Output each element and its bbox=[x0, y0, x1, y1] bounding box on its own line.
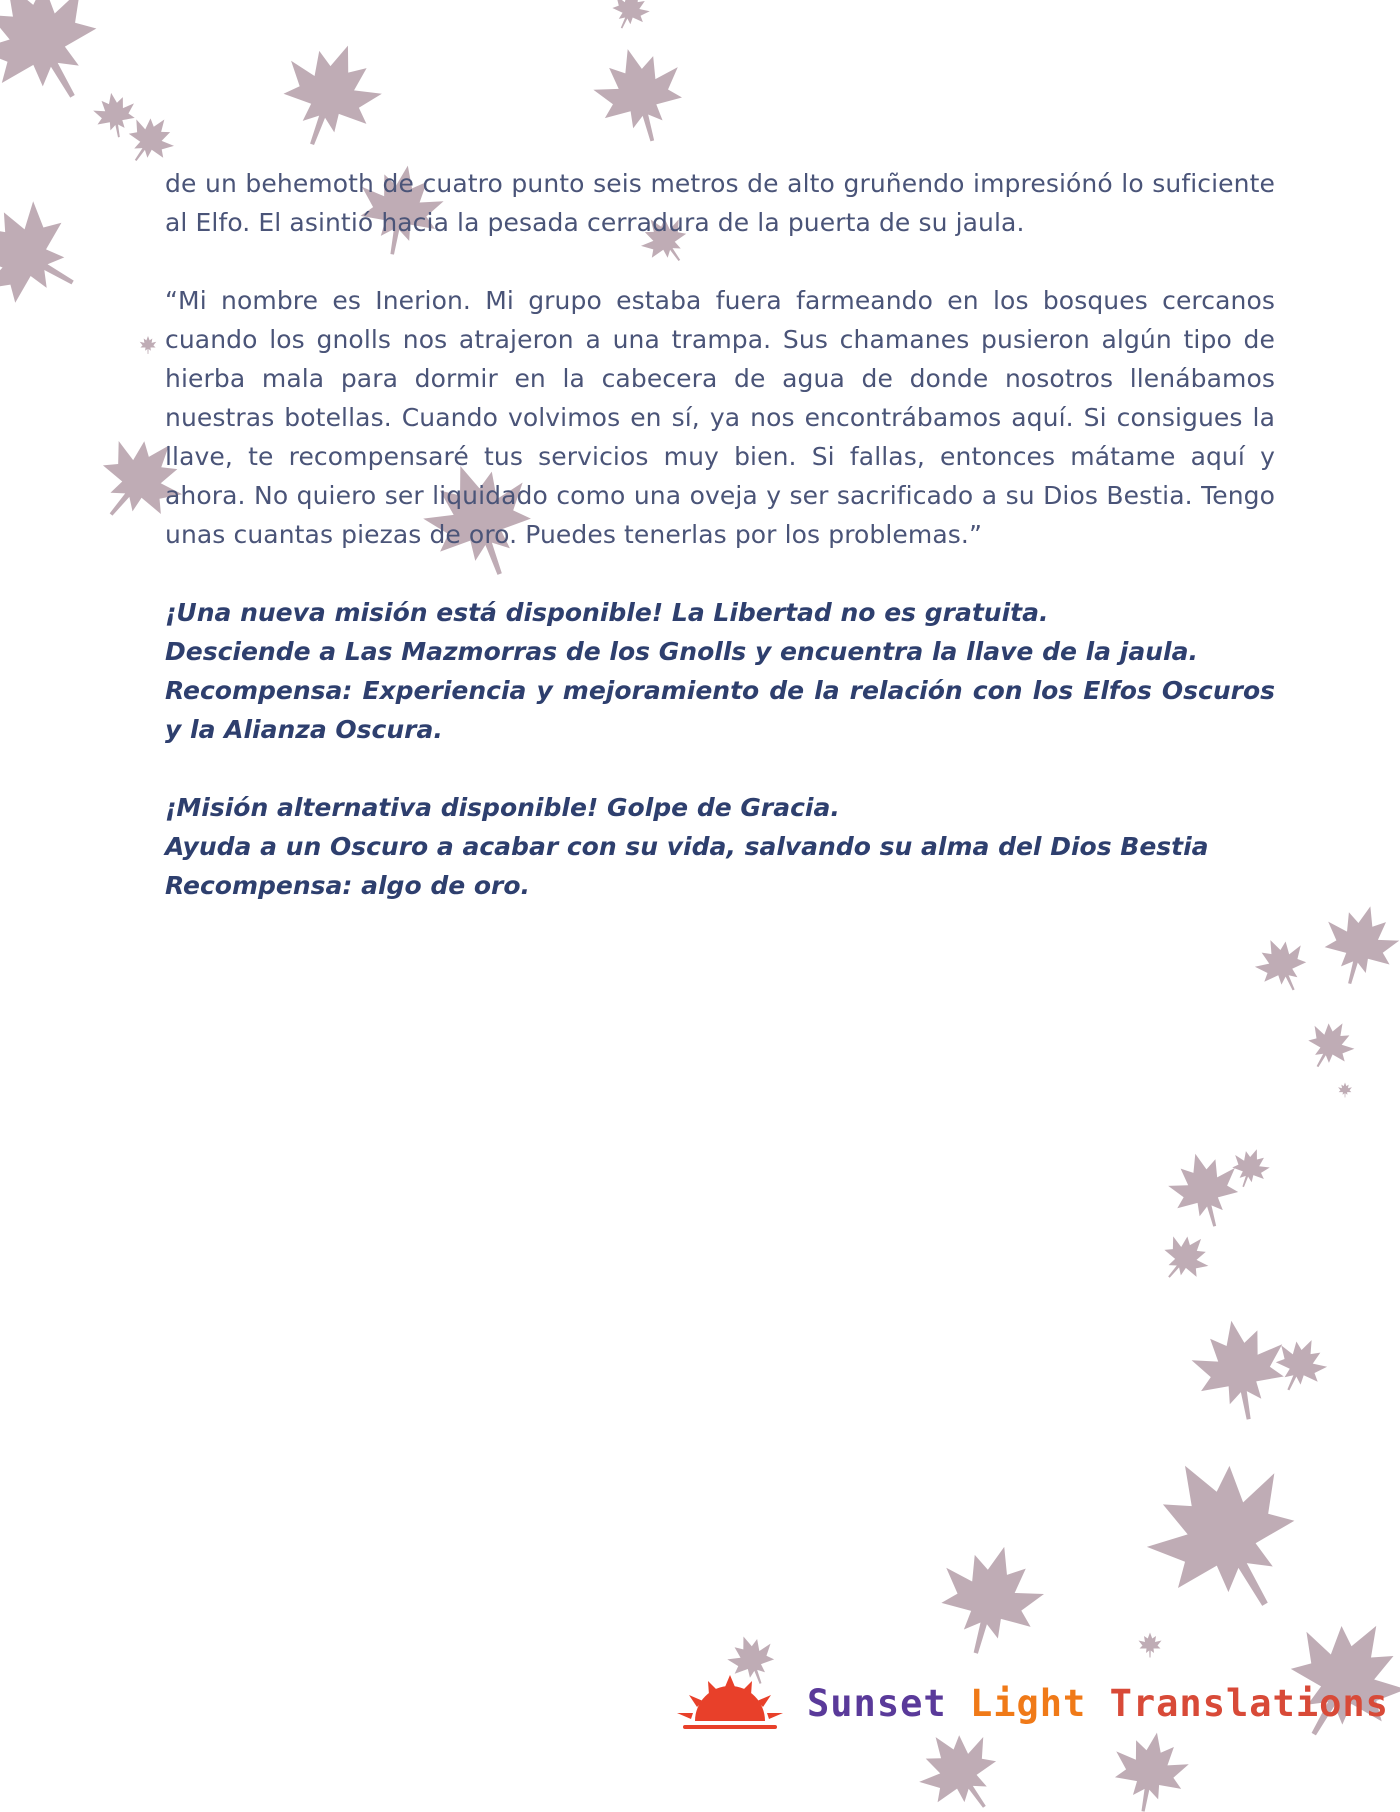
maple-leaf-icon bbox=[1121, 1429, 1328, 1641]
maple-leaf-icon bbox=[1265, 1329, 1334, 1400]
maple-leaf-icon bbox=[585, 38, 694, 152]
maple-leaf-icon bbox=[91, 89, 140, 141]
maple-leaf-icon bbox=[1186, 1313, 1294, 1427]
maple-leaf-icon bbox=[605, 0, 655, 36]
maple-leaf-icon bbox=[1314, 897, 1400, 993]
maple-leaf-icon bbox=[1151, 1224, 1218, 1292]
dialogue-paragraph: “Mi nombre es Inerion. Mi grupo estaba fuera farmeando en los bosques cercanos cuando los gnolls nos atrajeron a una trampa. Sus chamanes pusieron algún tipo de hierba mala para dormir en la cabecera de agua de donde nosotros llenábamos nuestras botellas. Cuando volvimos en sí, ya nos encontrábamos aquí. Si consigues la llave, te recompensaré tus servicios muy bien. Si fallas, entonces mátame aquí y ahora. No quiero ser liquidado como una oveja y ser sacrificado a su Dios Bestia. Tengo unas cuantas piezas de oro. Puedes tenerlas por los problemas.” bbox=[165, 286, 1275, 549]
quest-main-objective: Desciende a Las Mazmorras de los Gnolls y encuentra la llave de la jaula. bbox=[165, 637, 1198, 666]
logo-word-translations: Translations bbox=[1109, 1681, 1389, 1725]
quest-main-block bbox=[165, 593, 1275, 749]
maple-leaf-icon bbox=[927, 1534, 1053, 1666]
maple-leaf-icon bbox=[1338, 1083, 1352, 1098]
maple-leaf-icon bbox=[267, 29, 394, 161]
quest-alt-reward: Recompensa: algo de oro. bbox=[165, 871, 531, 900]
document-body bbox=[165, 164, 1275, 944]
maple-leaf-icon bbox=[1139, 1633, 1162, 1658]
sunset-icon bbox=[675, 1673, 785, 1733]
logo-text bbox=[807, 1682, 1389, 1725]
quest-main-reward: Recompensa: Experiencia y mejoramiento de la relación con los Elfos Oscuros y la Alianza Oscura. bbox=[165, 676, 1275, 744]
quest-alt-objective: Ayuda a un Oscuro a acabar con su vida, salvando su alma del Dios Bestia bbox=[165, 832, 1209, 861]
maple-leaf-icon bbox=[1226, 1143, 1274, 1193]
translator-logo bbox=[675, 1668, 1389, 1738]
narrative-paragraph: de un behemoth de cuatro punto seis metros de alto gruñendo impresiónó lo suficiente al Elfo. El asintió hacia la pesada cerradura de la puerta de su jaula. bbox=[165, 169, 1275, 237]
logo-word-light: Light bbox=[969, 1681, 1087, 1725]
maple-leaf-icon bbox=[1162, 1145, 1248, 1235]
maple-leaf-icon bbox=[0, 184, 98, 327]
logo-word-sunset: Sunset bbox=[807, 1681, 947, 1725]
quest-alt-title: ¡Misión alternativa disponible! Golpe de Gracia. bbox=[165, 793, 840, 822]
maple-leaf-icon bbox=[140, 336, 157, 354]
quest-main-title: ¡Una nueva misión está disponible! La Libertad no es gratuita. bbox=[165, 598, 1049, 627]
maple-leaf-icon bbox=[1107, 1726, 1193, 1812]
maple-leaf-icon bbox=[1298, 1012, 1363, 1078]
quest-alt-block bbox=[165, 788, 1275, 905]
